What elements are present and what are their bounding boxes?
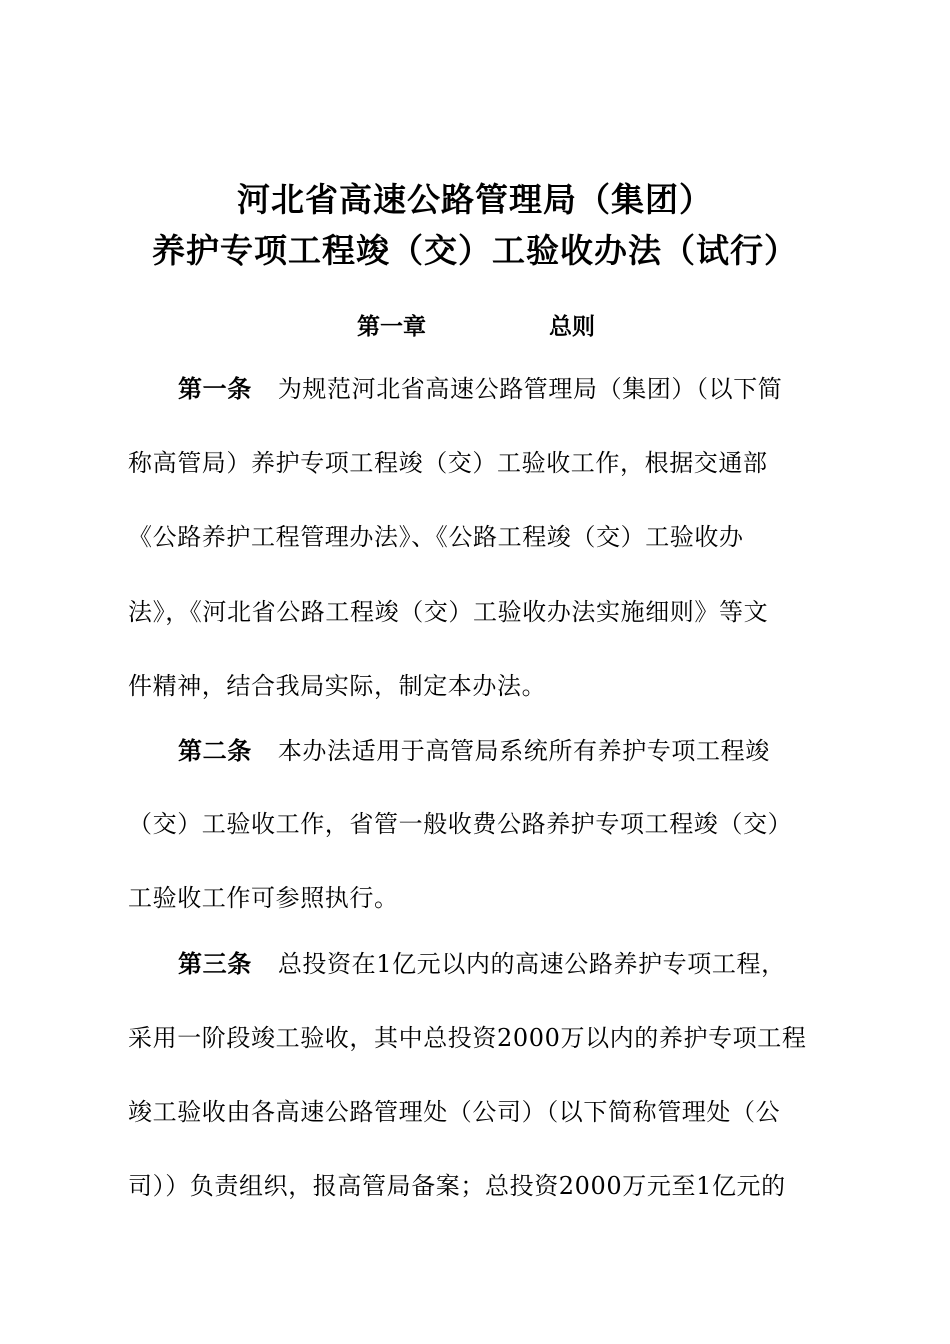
article-1-line-5: 件精神，结合我局实际，制定本办法。	[128, 672, 547, 700]
article-2-line-2: （交）工验收工作，省管一般收费公路养护专项工程竣（交）	[128, 810, 793, 838]
chapter-name: 总则	[549, 314, 595, 340]
article-3-line-3: 竣工验收由各高速公路管理处（公司）（以下简称管理处（公	[128, 1098, 781, 1126]
document-title-line-2: 养护专项工程竣（交）工验收办法（试行）	[152, 231, 798, 270]
article-3-text: 总投资在1亿元以内的高速公路养护专项工程，	[277, 950, 786, 978]
article-1-line-4: 法》，《河北省公路工程竣（交）工验收办法实施细则》等文	[128, 598, 769, 626]
article-3-line-2: 采用一阶段竣工验收，其中总投资2000万以内的养护专项工程	[128, 1024, 807, 1052]
article-2-line-3: 工验收工作可参照执行。	[128, 884, 399, 912]
article-2-line-1	[178, 731, 828, 771]
article-1-line-1	[178, 369, 828, 409]
chapter-number: 第一章	[357, 314, 426, 340]
article-1-text: 为规范河北省高速公路管理局（集团）（以下简	[277, 375, 783, 403]
article-1-heading: 第一条	[178, 375, 252, 403]
article-3-line-1	[178, 944, 828, 984]
article-2-text: 本办法适用于高管局系统所有养护专项工程竣	[277, 737, 770, 765]
article-1-line-2: 称高管局）养护专项工程竣（交）工验收工作，根据交通部	[128, 449, 768, 477]
article-1-line-3: 《公路养护工程管理办法》、《公路工程竣（交）工验收办	[128, 523, 744, 551]
article-3-heading: 第三条	[178, 950, 252, 978]
article-2-heading: 第二条	[178, 737, 252, 765]
article-3-line-4: 司））负责组织，报高管局备案；总投资2000万元至1亿元的	[128, 1172, 786, 1200]
document-title-line-1: 河北省高速公路管理局（集团）	[237, 180, 713, 219]
chapter-heading	[0, 310, 950, 344]
